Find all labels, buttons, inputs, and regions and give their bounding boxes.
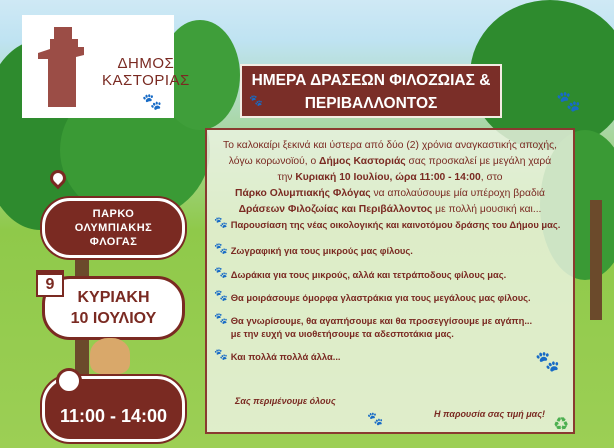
paw-icon: 🐾 — [142, 94, 162, 111]
date-line1: ΚΥΡΙΑΚΗ — [77, 289, 150, 306]
info-panel — [205, 128, 575, 434]
intro-bold-part: Κυριακή 10 Ιουλίου, ώρα 11:00 - 14:00 — [295, 172, 481, 183]
list-item — [214, 291, 531, 304]
pug-illustration — [90, 338, 130, 374]
clock-icon — [56, 368, 82, 394]
paw-icon: 🐾 — [214, 349, 228, 361]
banner-line2: ΠΕΡΙΒΑΛΛΟΝΤΟΣ — [304, 95, 438, 112]
intro-text-part: λόγω κορωνοϊού, ο — [228, 156, 320, 167]
paw-icon: 🐾 — [214, 267, 228, 279]
logo-line1: ΔΗΜΟΣ — [117, 55, 175, 72]
paw-icon: 🐾 — [249, 95, 263, 107]
list-item-text: Θα γνωρίσουμε, θα αγαπήσουμε και θα προσεγγίσουμε με αγάπη... — [230, 315, 533, 326]
footer-left-text: Σας περιμένουμε όλους — [235, 396, 336, 406]
municipality-logo — [22, 15, 190, 118]
time-text: 11:00 - 14:00 — [59, 405, 168, 426]
list-item-text: Θα μοιράσουμε όμορφα γλαστράκια για τους μεγάλους μας φίλους. — [230, 292, 531, 303]
intro-bold-part: Δήμος Καστοριάς — [319, 156, 406, 167]
intro-text — [207, 138, 573, 218]
footer-right-text: Η παρουσία σας τιμή μας! — [434, 409, 546, 419]
list-item — [214, 314, 532, 340]
list-item-text: με την ευχή να υιοθετήσουμε τα αδεσποτάκια μας. — [230, 328, 454, 339]
banner-line1: ΗΜΕΡΑ ΔΡΑΣΕΩΝ ΦΙΛΟΖΩΙΑΣ & — [251, 72, 491, 89]
list-item — [214, 244, 413, 257]
paw-icon: 🐾 — [535, 351, 560, 373]
logo-line2: ΚΑΣΤΟΡΙΑΣ — [102, 72, 190, 89]
date-line2: 10 ΙΟΥΛΙΟΥ — [70, 310, 157, 327]
list-item — [214, 268, 506, 281]
paw-icon: 🐾 — [214, 313, 228, 325]
paw-icon: 🐾 — [556, 91, 581, 113]
list-item-text: Ζωγραφική για τους μικρούς μας φίλους. — [230, 245, 413, 256]
intro-text-part: με πολλή μουσική και... — [432, 204, 542, 215]
intro-bold-part: Πάρκο Ολυμπιακής Φλόγας — [235, 188, 371, 199]
location-line2: ΟΛΥΜΠΙΑΚΗΣ — [74, 222, 153, 234]
list-item — [214, 350, 341, 363]
location-line3: ΦΛΟΓΑΣ — [89, 236, 138, 248]
calendar-icon: 9 — [36, 270, 64, 297]
list-item-text: Παρουσίαση της νέας οικολογικής και καινοτόμου δράσης του Δήμου μας. — [230, 219, 561, 230]
intro-text-part: , στο — [480, 172, 503, 183]
event-title-banner — [240, 64, 502, 118]
intro-bold-part: Δράσεων Φιλοζωίας και Περιβάλλοντος — [238, 204, 433, 215]
paw-icon: 🐾 — [214, 290, 228, 302]
paw-icon: 🐾 — [367, 411, 384, 426]
intro-text-part: να απολαύσουμε μία υπέροχη βραδιά — [370, 188, 545, 199]
tower-logo-icon — [36, 25, 91, 110]
paw-icon: 🐾 — [214, 243, 228, 255]
intro-line: Το καλοκαίρι ξεκινά και ύστερα από δύο (2) χρόνια αναγκαστικής αποχής, — [223, 140, 557, 151]
list-item-text: Και πολλά πολλά άλλα... — [230, 351, 341, 362]
location-bone — [42, 198, 185, 258]
location-line1: ΠΑΡΚΟ — [92, 208, 135, 220]
list-item — [214, 218, 560, 231]
list-item-text: Δωράκια για τους μικρούς, αλλά και τετράποδους φίλους μας. — [230, 269, 507, 280]
recycle-icon: ♻ — [553, 414, 570, 434]
intro-text-part: σας προσκαλεί με μεγάλη χαρά — [405, 156, 552, 167]
intro-text-part: την — [277, 172, 296, 183]
paw-icon: 🐾 — [214, 217, 228, 229]
